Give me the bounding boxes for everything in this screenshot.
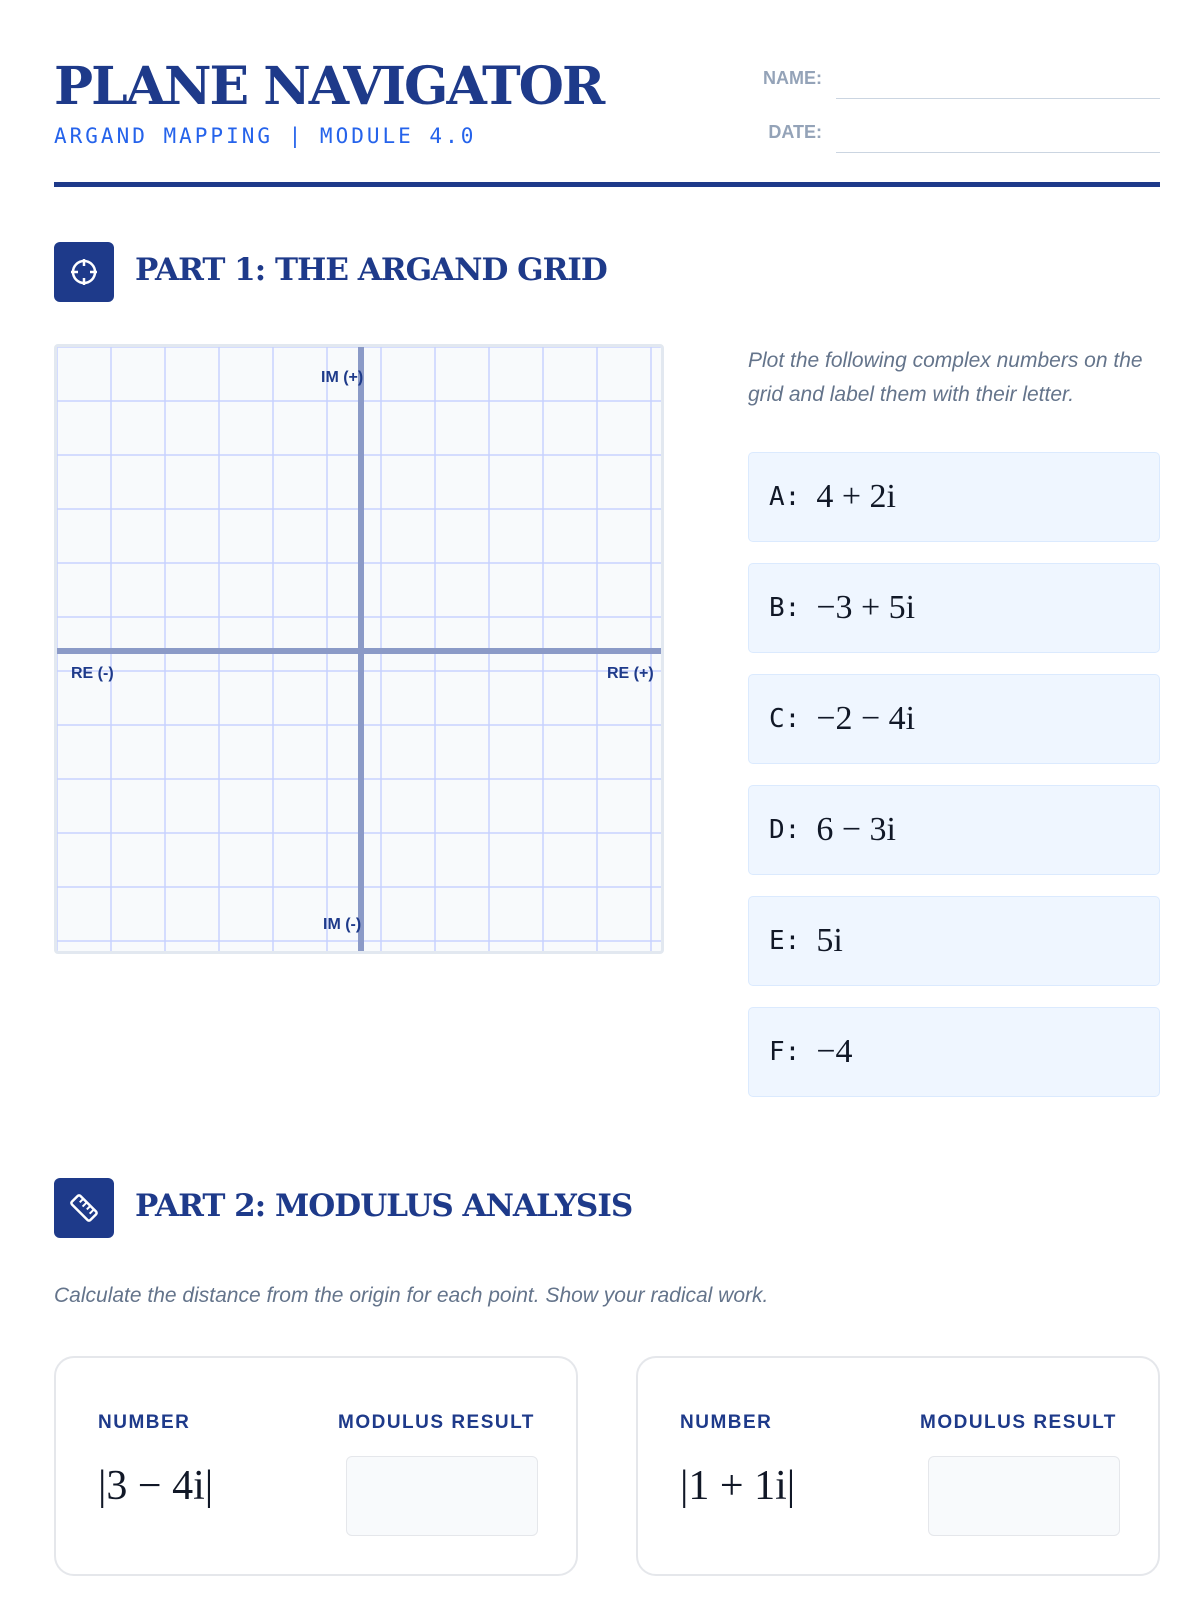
crosshair-icon [54, 242, 114, 302]
im-negative-label: IM (-) [323, 916, 362, 933]
point-letter: B: [769, 593, 801, 623]
modulus-card-1 [54, 1356, 578, 1576]
point-letter: E: [769, 926, 801, 956]
point-card-b [748, 563, 1160, 653]
point-expression: −2 − 4i [816, 700, 916, 737]
part2-instructions: Calculate the distance from the origin for each point. Show your radical work. [54, 1284, 769, 1307]
header-divider [54, 182, 1160, 187]
argand-grid[interactable] [54, 344, 664, 954]
date-label: DATE: [768, 122, 822, 142]
modulus-result-label: MODULUS RESULT [920, 1412, 1117, 1433]
part2-title: PART 2: MODULUS ANALYSIS [135, 1188, 633, 1224]
part1-instructions: Plot the following complex numbers on the grid and label them with their letter. [748, 349, 1143, 406]
point-card-e [748, 896, 1160, 986]
modulus-expression: |1 + 1i| [680, 1463, 796, 1509]
point-expression: 4 + 2i [816, 478, 896, 515]
re-positive-label: RE (+) [607, 665, 654, 682]
point-letter: F: [769, 1037, 801, 1067]
part1-title: PART 1: THE ARGAND GRID [135, 252, 607, 288]
modulus-answer-box[interactable] [928, 1456, 1120, 1536]
modulus-answer-box[interactable] [346, 1456, 538, 1536]
point-letter: D: [769, 815, 801, 845]
point-card-d [748, 785, 1160, 875]
modulus-expression: |3 − 4i| [98, 1463, 214, 1509]
page-subtitle: ARGAND MAPPING | MODULE 4.0 [54, 124, 477, 148]
number-label: NUMBER [680, 1412, 773, 1433]
modulus-result-label: MODULUS RESULT [338, 1412, 535, 1433]
point-expression: −3 + 5i [816, 589, 916, 626]
point-letter: A: [769, 482, 801, 512]
date-field[interactable] [836, 152, 1160, 153]
name-label: NAME: [763, 68, 822, 88]
name-field[interactable] [836, 98, 1160, 99]
point-letter: C: [769, 704, 801, 734]
point-expression: 5i [816, 922, 843, 959]
point-card-f [748, 1007, 1160, 1097]
point-card-a [748, 452, 1160, 542]
point-card-c [748, 674, 1160, 764]
page-title: PLANE NAVIGATOR [54, 56, 604, 117]
im-positive-label: IM (+) [321, 369, 364, 386]
point-expression: 6 − 3i [816, 811, 896, 848]
point-expression: −4 [816, 1033, 853, 1070]
modulus-card-2 [636, 1356, 1160, 1576]
ruler-icon [54, 1178, 114, 1238]
number-label: NUMBER [98, 1412, 191, 1433]
re-negative-label: RE (-) [71, 665, 114, 682]
